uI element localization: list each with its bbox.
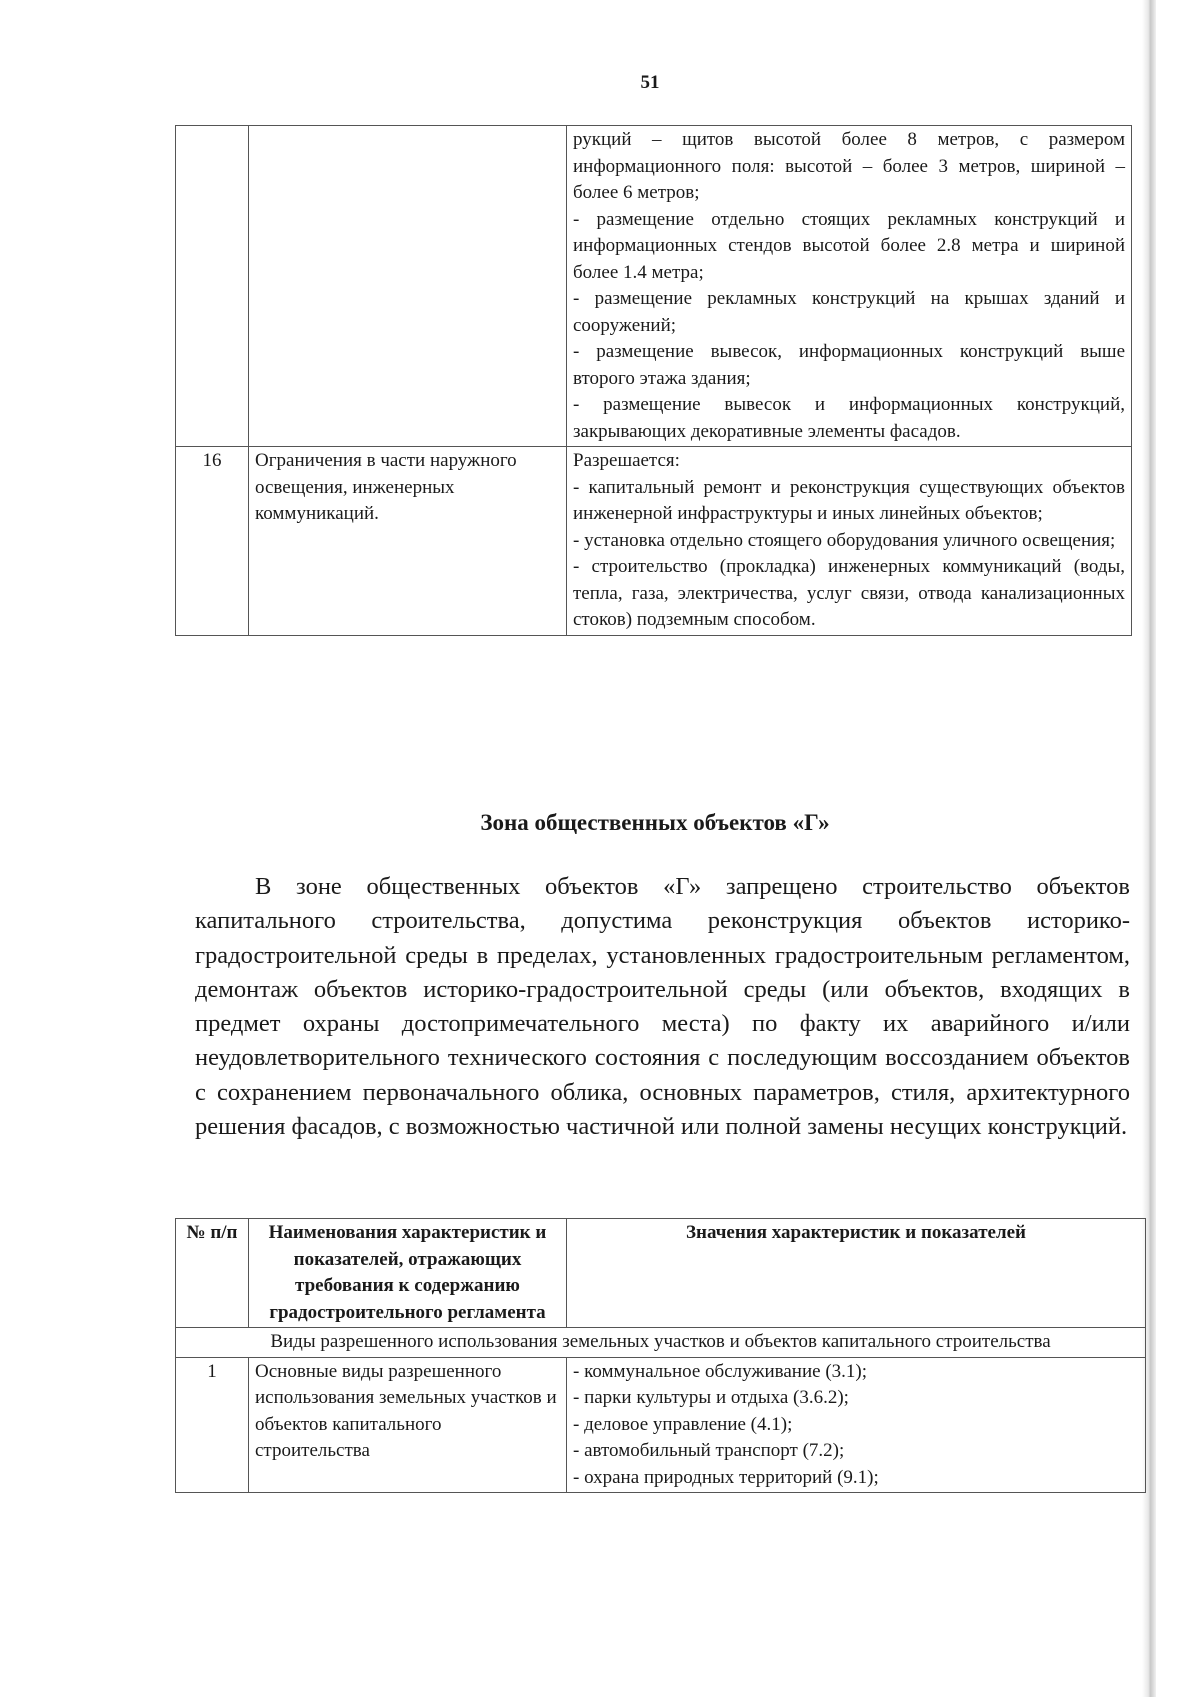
- zone-description-paragraph: В зоне общественных объектов «Г» запрещено строительство объектов капитального строительства, допустима реконструкция объектов историко-градостроительной среды в пределах, установленных градостроительным регламентом, демонтаж объектов историко-градостроительной среды (или объектов, входящих в предмет охраны достопримечательного места) по факту их аварийного и/или неудовлетворительного технического состояния с последующим воссозданием объектов с сохранением первоначального облика, основных параметров, стиля, архитектурного решения фасадов, с возможностью частичной или полной замены несущих конструкций.: [195, 873, 1130, 1141]
- row-name-cell: Основные виды разрешенного использования земельных участков и объектов капитального строительства: [249, 1357, 567, 1493]
- row-value-cell: [567, 1357, 1146, 1493]
- value-line: - парки культуры и отдыха (3.6.2);: [573, 1387, 849, 1408]
- row-name-cell: Ограничения в части наружного освещения, инженерных коммуникаций.: [249, 447, 567, 636]
- zone-title: Зона общественных объектов «Г»: [480, 810, 830, 835]
- value-line: - размещение рекламных конструкций на крышах зданий и сооружений;: [573, 288, 1125, 336]
- section-title: Виды разрешенного использования земельных участков и объектов капитального строительства: [176, 1328, 1146, 1358]
- page-number: 51: [640, 72, 660, 93]
- section-row: [176, 1328, 1146, 1358]
- value-line: - охрана природных территорий (9.1);: [573, 1466, 879, 1488]
- table-row: [176, 126, 1132, 447]
- header-values: Значения характеристик и показателей: [567, 1219, 1146, 1328]
- value-line: - капитальный ремонт и реконструкция существующих объектов инженерной инфраструктуры и иных линейных объектов;: [573, 476, 1125, 524]
- table-row: [176, 1357, 1146, 1493]
- value-line: - автомобильный транспорт (7.2);: [573, 1440, 845, 1461]
- row-number-cell: [176, 126, 249, 447]
- row-number-cell: 16: [176, 447, 249, 636]
- row-value-cell: [567, 447, 1132, 636]
- value-line: - деловое управление (4.1);: [573, 1413, 793, 1435]
- header-name: Наименования характеристик и показателей, отражающих требования к содержанию градостроительного регламента: [249, 1219, 567, 1328]
- value-line: - размещение вывесок и информационных конструкций, закрывающих декоративные элементы фасадов.: [573, 394, 1125, 442]
- value-line: - коммунальное обслуживание (3.1);: [573, 1360, 868, 1382]
- value-line: - установка отдельно стоящего оборудования уличного освещения;: [573, 529, 1116, 551]
- value-line: Разрешается:: [573, 450, 680, 471]
- table-row: [176, 447, 1132, 636]
- row-value-cell: [567, 126, 1132, 447]
- row-number-cell: 1: [176, 1357, 249, 1493]
- zone-g-table: [175, 1218, 1146, 1493]
- value-line: рукций – щитов высотой более 8 метров, с размером информационного поля: высотой – более 3 метров, шириной – более 6 метров;: [573, 129, 1125, 203]
- value-line: - размещение вывесок, информационных конструкций выше второго этажа здания;: [573, 341, 1125, 389]
- table-header-row: [176, 1219, 1146, 1328]
- row-name-cell: [249, 126, 567, 447]
- value-line: - строительство (прокладка) инженерных коммуникаций (воды, тепла, газа, электричества, услуг связи, отвода канализационных стоков) подземным способом.: [573, 556, 1125, 630]
- header-num: № п/п: [176, 1219, 249, 1328]
- regulations-table-continued: [175, 125, 1132, 636]
- value-line: - размещение отдельно стоящих рекламных конструкций и информационных стендов высотой более 2.8 метра и шириной более 1.4 метра;: [573, 208, 1125, 283]
